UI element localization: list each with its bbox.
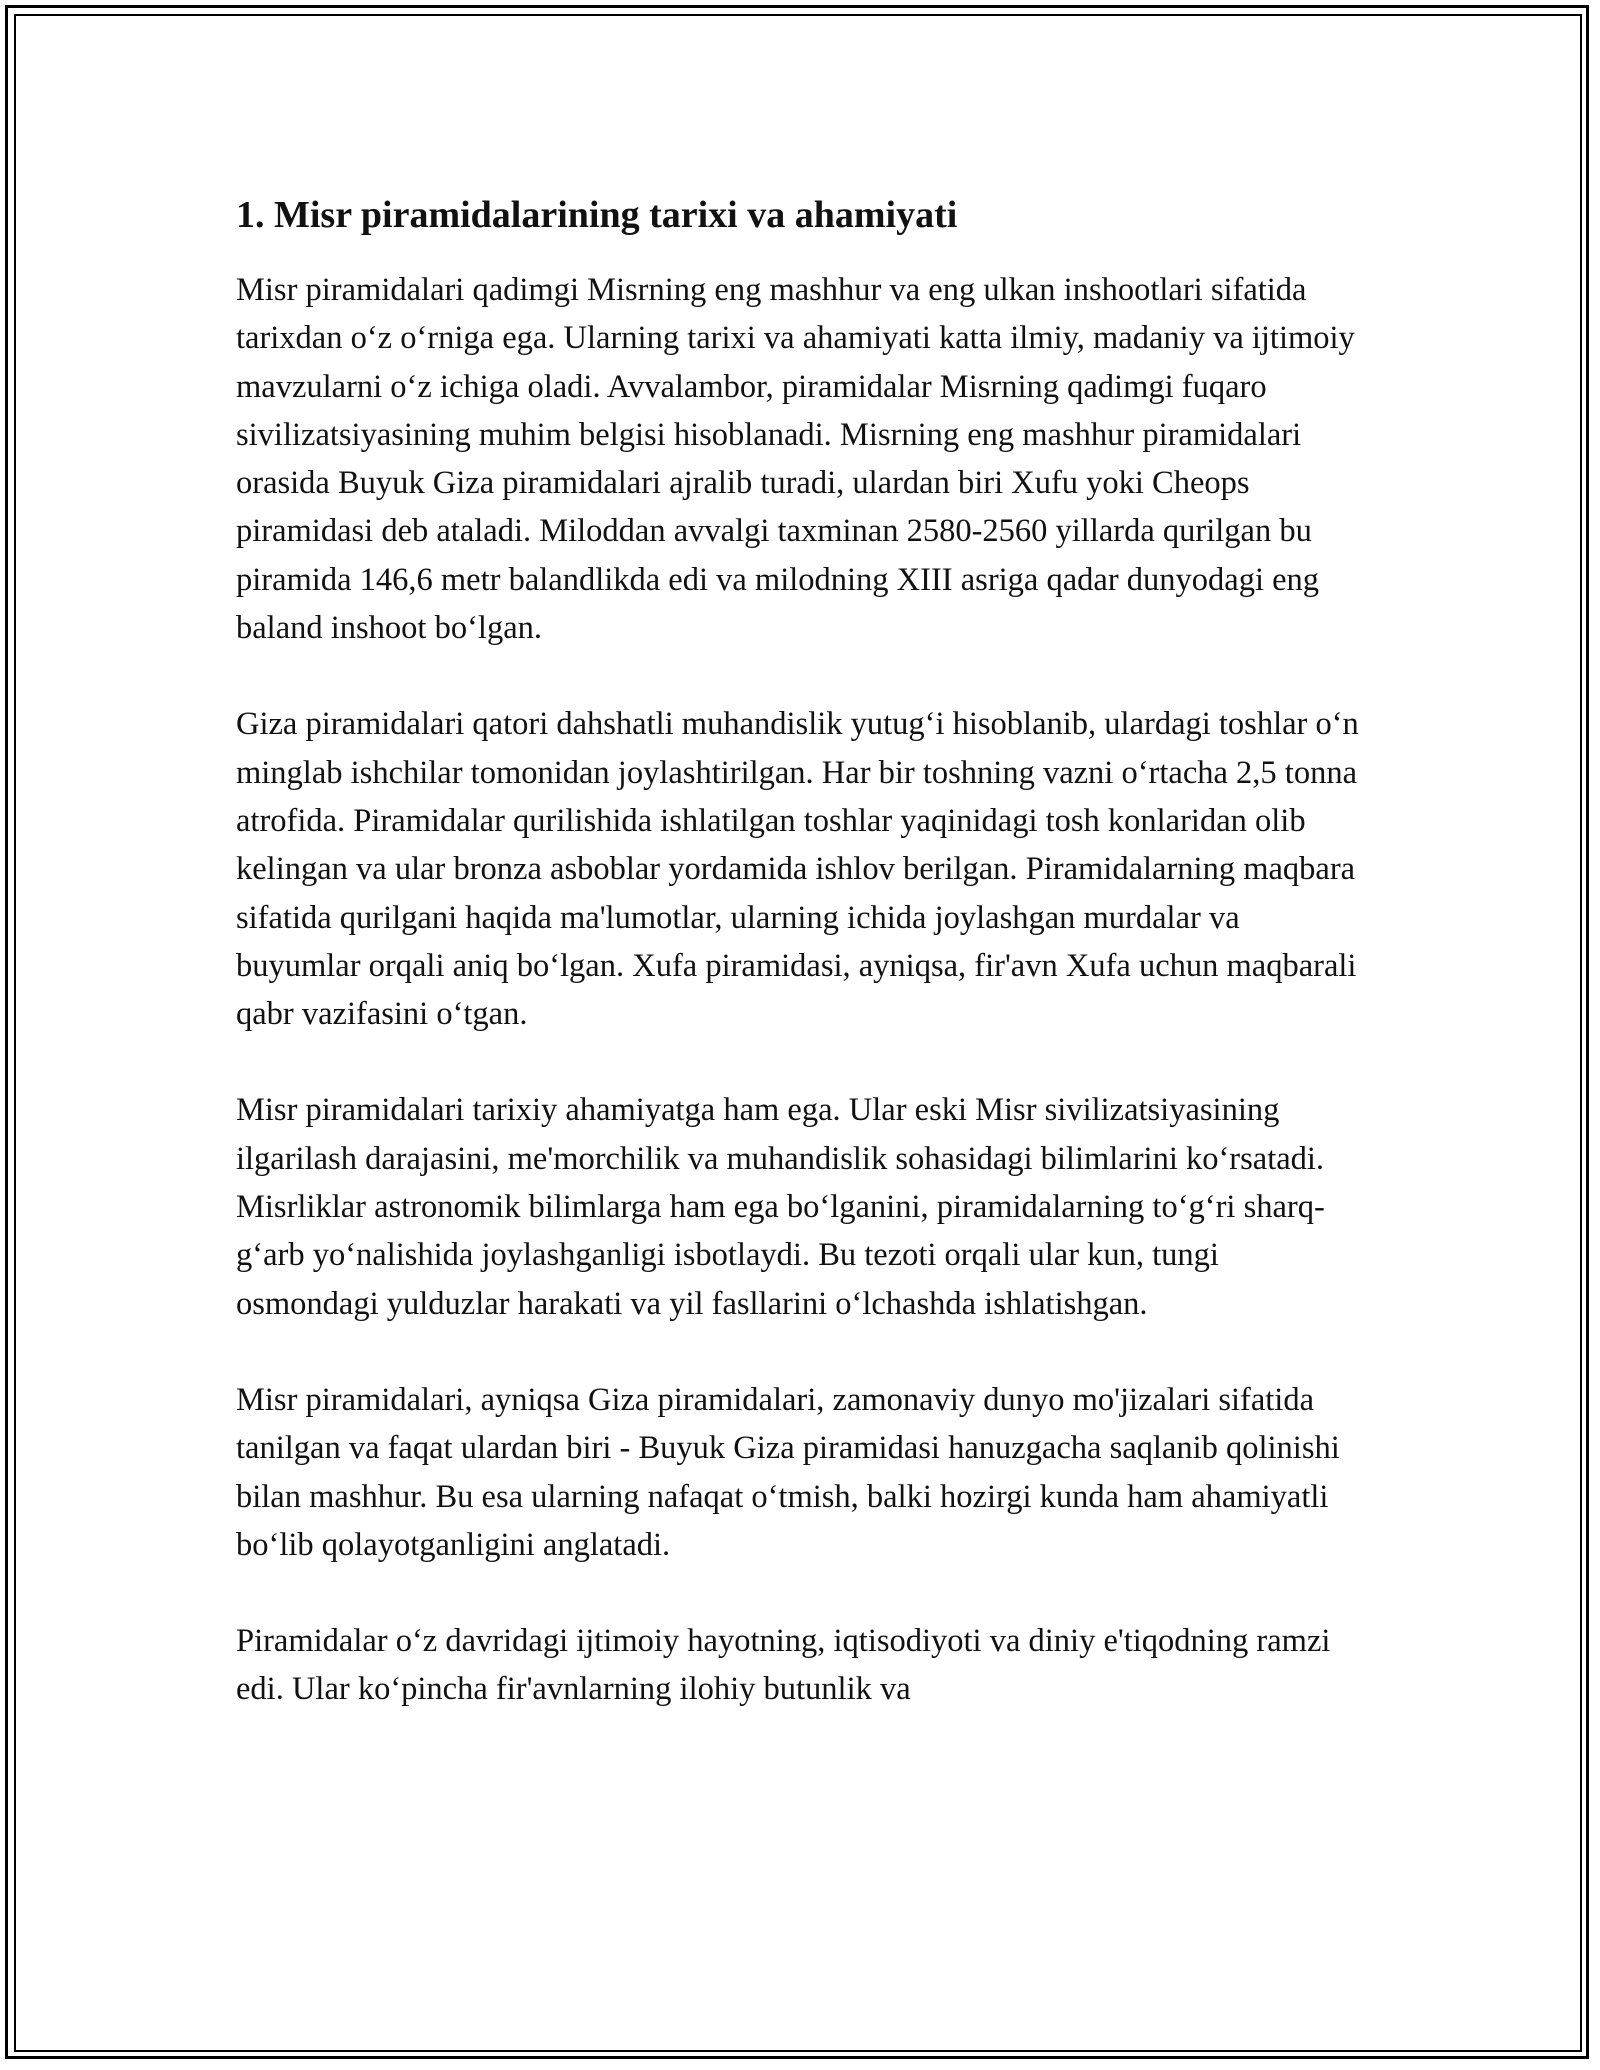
paragraph-engineering: Giza piramidalari qatori dahshatli muhandislik yutug‘i hisoblanib, ulardagi toshlar o‘n minglab ishchilar tomonidan joylashtirilgan. Har bir toshning vazni o‘rtacha 2,5 tonna atrofida. Piramidalar qurilishida ishlatilgan toshlar yaqinidagi tosh konlaridan olib kelingan va ular bronza asboblar yordamida ishlov berilgan. Piramidalarning maqbara sifatida qurilgani haqida ma'lumotlar, ularning ichida joylashgan murdalar va buyumlar orqali aniq bo‘lgan. Xufa piramidasi, ayniqsa, fir'avn Xufa uchun maqbarali qabr vazifasini o‘tgan. xyxy=(236,706,1359,1033)
paragraph-wonders: Misr piramidalari, ayniqsa Giza piramidalari, zamonaviy dunyo mo'jizalari sifatida tanilgan va faqat ulardan biri - Buyuk Giza piramidasi hanuzgacha saqlanib qolinishi bilan mashhur. Bu esa ularning nafaqat o‘tmish, balki hozirgi kunda ham ahamiyatli bo‘lib qolayotganligini anglatadi. xyxy=(236,1381,1340,1563)
section-heading: 1. Misr piramidalarining tarixi va ahamiyati xyxy=(236,194,958,236)
paragraph-symbolism: Piramidalar o‘z davridagi ijtimoiy hayotning, iqtisodiyoti va diniy e'tiqodning ramzi edi. Ular ko‘pincha fir'avnlarning ilohiy butunlik va xyxy=(236,1623,1331,1708)
paragraph-significance: Misr piramidalari tarixiy ahamiyatga ham ega. Ular eski Misr sivilizatsiyasining ilgarilash darajasini, me'morchilik va muhandislik sohasidagi bilimlarini ko‘rsatadi. Misrliklar astronomik bilimlarga ham ega bo‘lganini, piramidalarning to‘g‘ri sharq-g‘arb yo‘nalishida joylashganligi isbotlaydi. Bu tezoti orqali ular kun, tungi osmondagi yulduzlar harakati va yil fasllarini o‘lchashda ishlatishgan. xyxy=(236,1092,1325,1322)
document-body xyxy=(236,186,1366,1762)
paragraph-history: Misr piramidalari qadimgi Misrning eng mashhur va eng ulkan inshootlari sifatida tarixdan o‘z o‘rniga ega. Ularning tarixi va ahamiyati katta ilmiy, madaniy va ijtimoiy mavzularni o‘z ichiga oladi. Avvalambor, piramidalar Misrning qadimgi fuqaro sivilizatsiyasining muhim belgisi hisoblanadi. Misrning eng mashhur piramidalari orasida Buyuk Giza piramidalari ajralib turadi, ulardan biri Xufu yoki Cheops piramidasi deb ataladi. Miloddan avvalgi taxminan 2580-2560 yillarda qurilgan bu piramida 146,6 metr balandlikda edi va milodning XIII asriga qadar dunyodagi eng baland inshoot bo‘lgan. xyxy=(236,272,1355,647)
